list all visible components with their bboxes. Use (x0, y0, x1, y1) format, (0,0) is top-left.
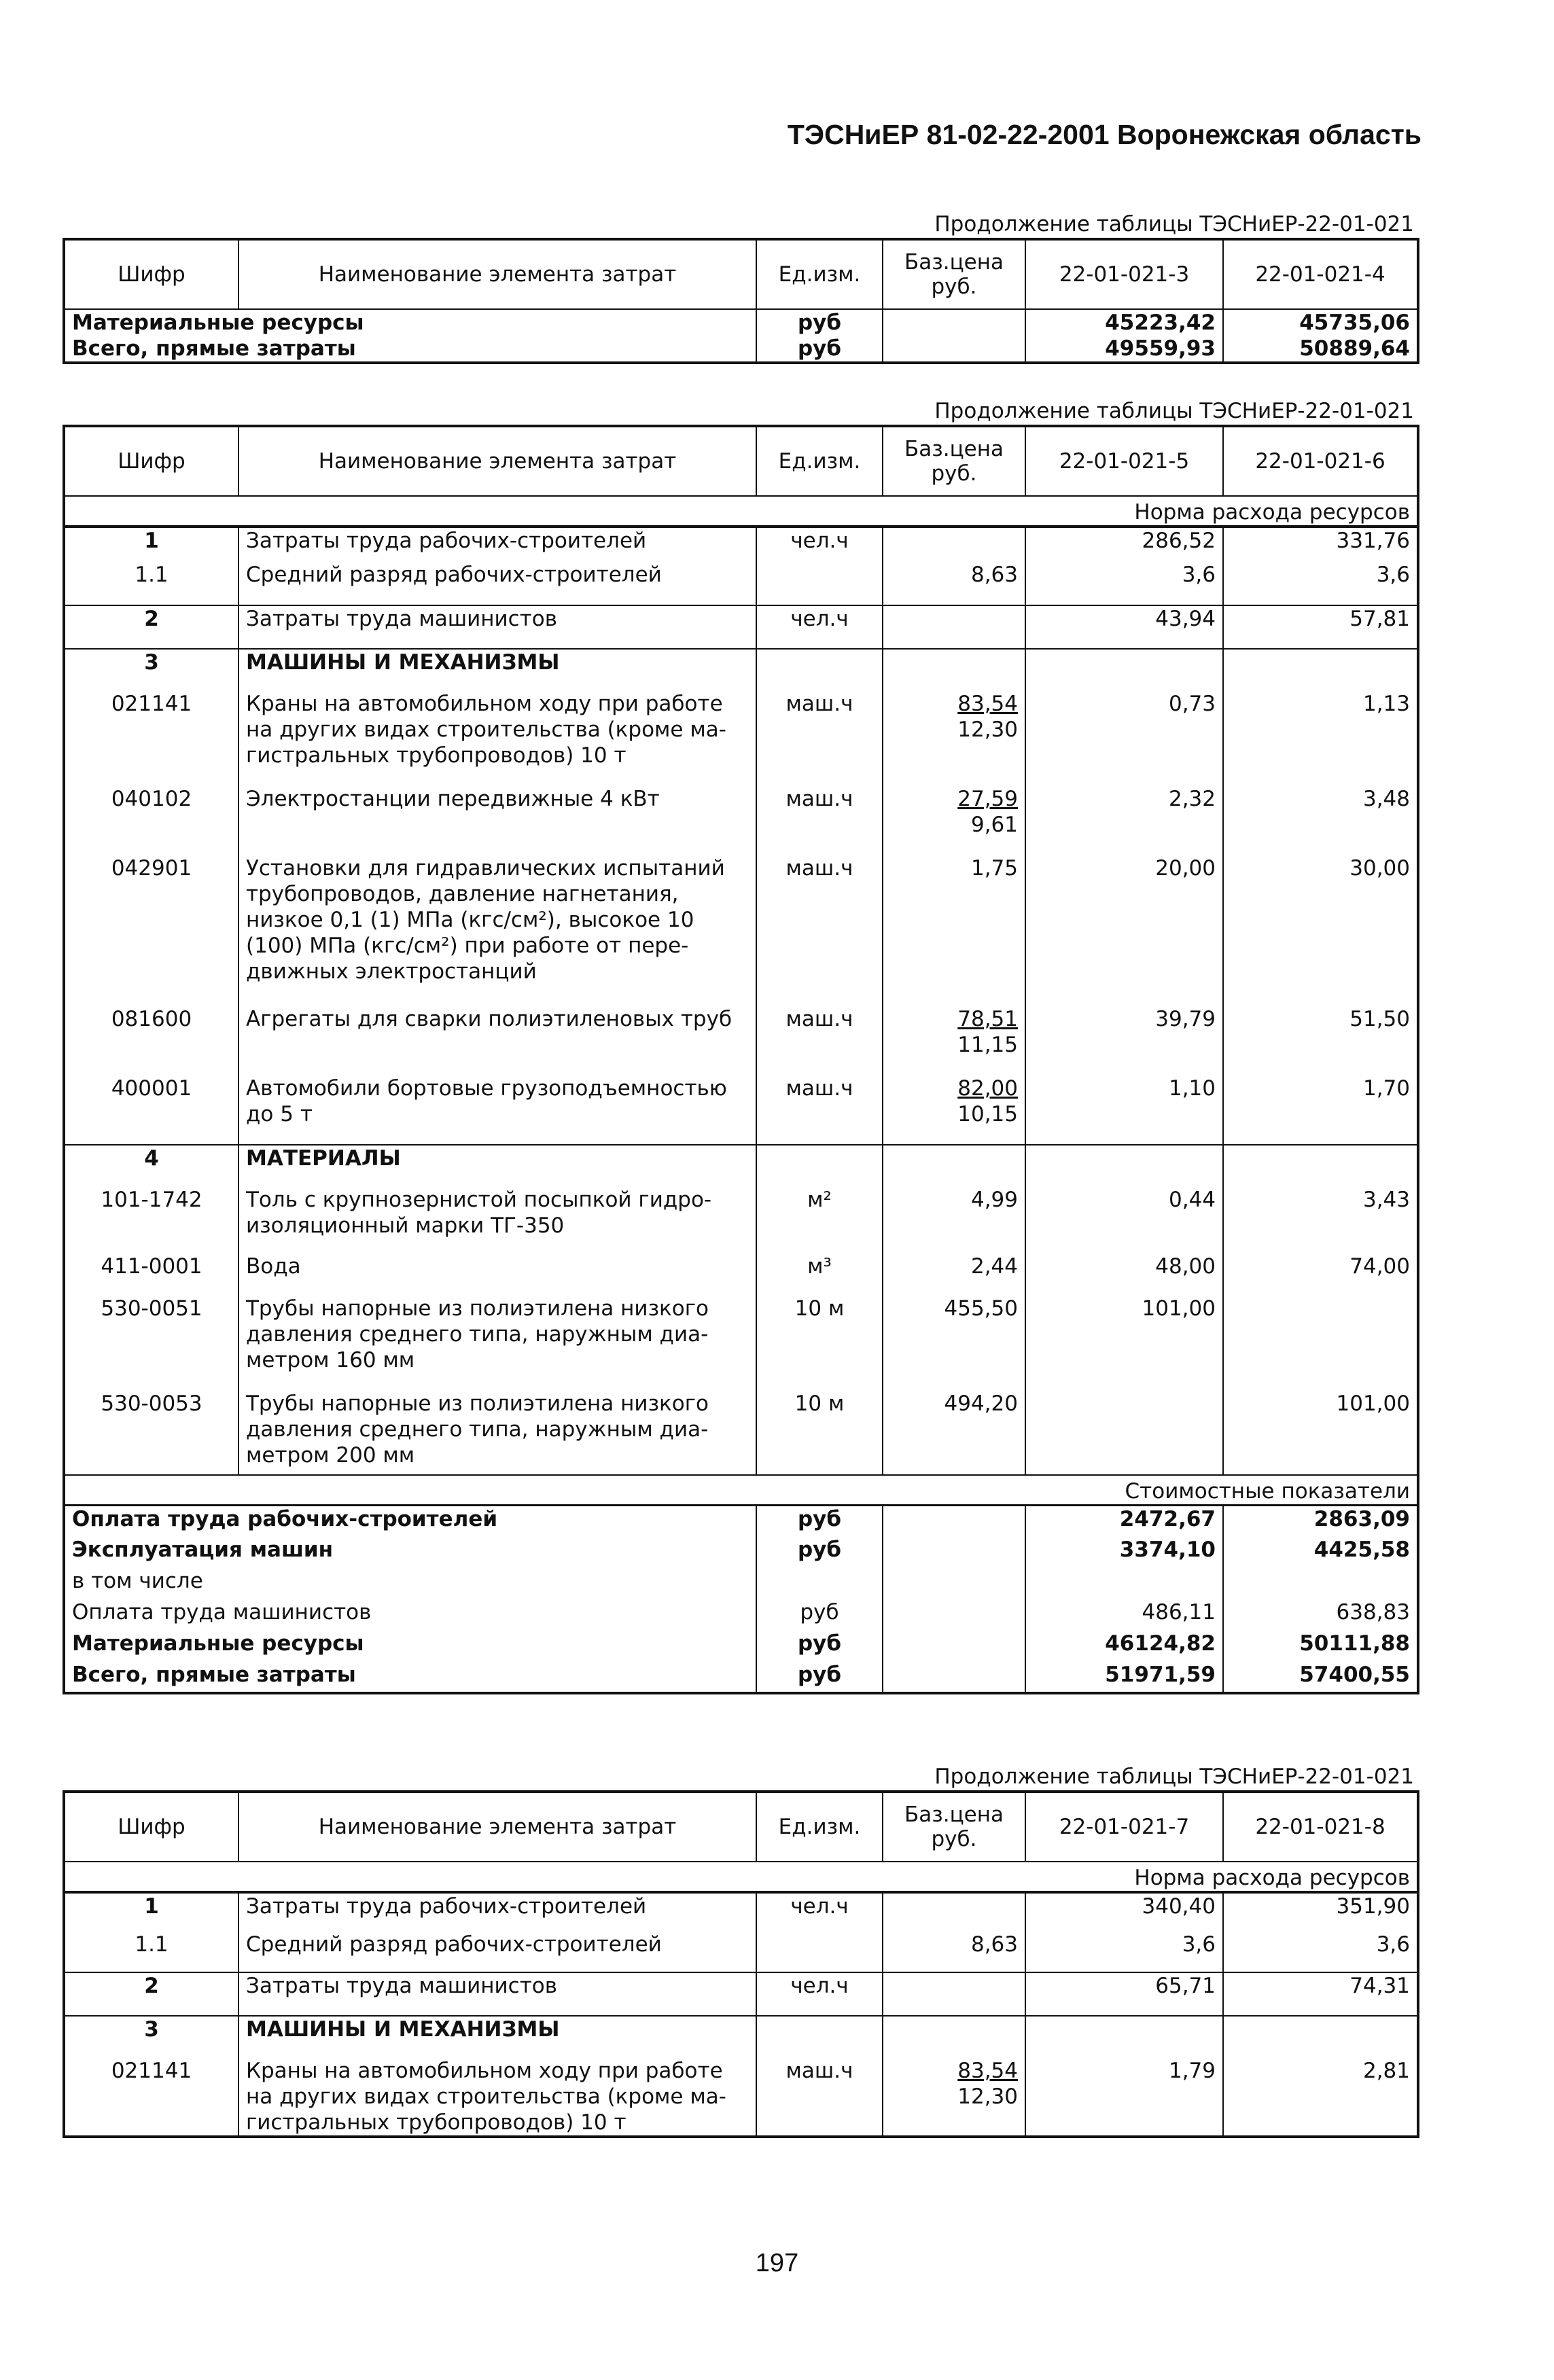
row-price-value: 8,63 (970, 1932, 1018, 1957)
row-code: 021141 (64, 691, 239, 786)
norm-label: Норма расхода ресурсов (1025, 1862, 1418, 1892)
col-header-b: 22-01-021-4 (1223, 239, 1418, 309)
row-unit (756, 1145, 883, 1187)
summary-row (64, 1537, 1418, 1568)
summary-label: Оплата труда рабочих-строителей (64, 1506, 756, 1537)
summary-label: Материальные ресурсы (64, 1631, 756, 1662)
row-unit: маш.ч (756, 786, 883, 855)
row-code: 1 (64, 1894, 239, 1932)
summary-unit: руб (756, 1599, 883, 1631)
row-value-b: 101,00 (1336, 1391, 1410, 1416)
row-unit: чел.ч (756, 1972, 883, 2016)
row-value-b: 3,43 (1362, 1188, 1410, 1212)
row-value-b: 74,00 (1349, 1254, 1410, 1279)
row-name: Автомобили бортовые грузоподъемностью до 5 т (239, 1076, 756, 1145)
row-price-value: 2,44 (970, 1254, 1018, 1279)
row-price (883, 528, 1025, 562)
row-price-value: 82,00 (957, 1076, 1018, 1101)
row-value-a (1025, 1145, 1223, 1187)
row-code: 411-0001 (64, 1254, 239, 1296)
row-price (883, 1076, 1025, 1145)
row-name: Затраты труда рабочих-строителей (239, 528, 756, 562)
col-header-price: Баз.цена руб. (883, 1792, 1025, 1862)
row-name: Затраты труда машинистов (239, 1972, 756, 2016)
table-block-2 (63, 397, 1417, 1694)
summary-value-b: 638,83 (1336, 1599, 1410, 1624)
col-header-a: 22-01-021-3 (1025, 239, 1223, 309)
table-row (64, 1076, 1418, 1145)
col-header-code: Шифр (64, 239, 239, 309)
row-value-b (1223, 649, 1418, 691)
col-header-name: Наименование элемента затрат (239, 1792, 756, 1862)
summary-value-b (1223, 1568, 1418, 1599)
summary-value-b: 45735,06 (1299, 310, 1410, 335)
page-number: 197 (755, 2249, 799, 2277)
summary-row (64, 1506, 1418, 1537)
row-code: 4 (64, 1145, 239, 1187)
row-code: 400001 (64, 1076, 239, 1145)
summary-value-b: 50889,64 (1299, 336, 1410, 361)
table-row (64, 1254, 1418, 1296)
row-value-b (1223, 1145, 1418, 1187)
row-unit (756, 1932, 883, 1972)
row-name: Средний разряд рабочих-строителей (239, 562, 756, 605)
row-price-value: 4,99 (970, 1188, 1018, 1212)
row-unit: 10 м (756, 1391, 883, 1475)
row-unit: м³ (756, 1254, 883, 1296)
table-row (64, 2058, 1418, 2137)
row-code: 2 (64, 605, 239, 649)
row-unit: маш.ч (756, 1006, 883, 1076)
summary-row (64, 1662, 1418, 1693)
row-price (883, 855, 1025, 1006)
row-code: 101-1742 (64, 1187, 239, 1254)
summary-price (883, 1568, 1025, 1599)
row-value-b: 3,6 (1376, 563, 1410, 587)
table-row (64, 1006, 1418, 1076)
table-block-1 (63, 211, 1417, 364)
summary-label: Материальные ресурсы (64, 309, 756, 336)
summary-value-b: 4425,58 (1313, 1537, 1410, 1562)
row-unit: маш.ч (756, 691, 883, 786)
row-value-a: 1,10 (1025, 1076, 1223, 1145)
row-price (883, 649, 1025, 691)
row-value-b: 1,70 (1362, 1076, 1410, 1101)
row-value-a: 1,79 (1025, 2058, 1223, 2137)
row-value-b: 1,13 (1362, 692, 1410, 716)
row-price-value: 8,63 (970, 563, 1018, 587)
row-name: Трубы напорные из полиэтилена низкого давления среднего типа, наружным диа-метром 200 мм (239, 1391, 756, 1475)
summary-value-a: 2472,67 (1025, 1506, 1223, 1537)
table-row (64, 691, 1418, 786)
summary-unit: руб (756, 1631, 883, 1662)
row-unit: чел.ч (756, 1894, 883, 1932)
table-row (64, 1296, 1418, 1391)
table-row (64, 1894, 1418, 1932)
table-row (64, 1391, 1418, 1475)
cost-table-3-body (63, 1894, 1419, 2138)
table-row (64, 2016, 1418, 2058)
row-price (883, 2058, 1025, 2137)
row-value-a: 0,44 (1025, 1187, 1223, 1254)
row-value-b: 3,48 (1362, 787, 1410, 811)
cost-table-2-body (63, 528, 1419, 1694)
row-code: 2 (64, 1972, 239, 2016)
summary-value-a: 46124,82 (1025, 1631, 1223, 1662)
row-unit: маш.ч (756, 1076, 883, 1145)
col-header-name: Наименование элемента затрат (239, 426, 756, 496)
row-value-a: 0,73 (1025, 691, 1223, 786)
table-row (64, 855, 1418, 1006)
summary-price (883, 1599, 1025, 1631)
col-header-b: 22-01-021-6 (1223, 426, 1418, 496)
row-price-machinist: 9,61 (970, 813, 1018, 837)
row-name: Толь с крупнозернистой посыпкой гидро-изоляционный марки ТГ-350 (239, 1187, 756, 1254)
row-code: 3 (64, 649, 239, 691)
col-header-unit: Ед.изм. (756, 1792, 883, 1862)
row-value-a: 65,71 (1025, 1972, 1223, 2016)
row-price-value: 1,75 (970, 856, 1018, 881)
continuation-label: Продолжение таблицы ТЭСНиЕР-22-01-021 (934, 399, 1414, 423)
summary-row (64, 1599, 1418, 1631)
row-value-a: 286,52 (1025, 528, 1223, 562)
row-price (883, 691, 1025, 786)
page-header-title: ТЭСНиЕР 81-02-22-2001 Воронежская область (787, 119, 1421, 150)
row-price-value: 83,54 (957, 692, 1018, 716)
row-value-b: 351,90 (1336, 1894, 1410, 1919)
table-row (64, 1145, 1418, 1187)
row-price (883, 1296, 1025, 1391)
row-value-a: 2,32 (1025, 786, 1223, 855)
row-price-value: 455,50 (944, 1296, 1018, 1321)
row-value-b: 74,31 (1223, 1972, 1418, 2016)
row-price (883, 1391, 1025, 1475)
summary-label: Оплата труда машинистов (64, 1599, 756, 1631)
summary-unit: руб (756, 1537, 883, 1568)
row-value-a: 48,00 (1025, 1254, 1223, 1296)
table-row (64, 528, 1418, 562)
row-code: 530-0053 (64, 1391, 239, 1475)
summary-price (883, 1631, 1025, 1662)
table-row (64, 1932, 1418, 1972)
row-code: 1.1 (64, 1932, 239, 1972)
col-header-b: 22-01-021-8 (1223, 1792, 1418, 1862)
row-price-machinist: 11,15 (957, 1033, 1018, 1057)
row-name: МАТЕРИАЛЫ (239, 1145, 756, 1187)
col-header-price: Баз.цена руб. (883, 426, 1025, 496)
table-row (64, 786, 1418, 855)
col-header-name: Наименование элемента затрат (239, 239, 756, 309)
col-header-code: Шифр (64, 426, 239, 496)
row-price-machinist: 10,15 (957, 1102, 1018, 1126)
row-unit (756, 562, 883, 605)
row-value-b: 3,6 (1376, 1932, 1410, 1957)
summary-value-b: 57400,55 (1299, 1662, 1410, 1687)
row-value-a (1025, 1391, 1223, 1475)
row-value-a: 43,94 (1025, 605, 1223, 649)
row-price (883, 786, 1025, 855)
summary-row (64, 1568, 1418, 1599)
row-value-b: 57,81 (1223, 605, 1418, 649)
row-code: 3 (64, 2016, 239, 2058)
row-unit (756, 649, 883, 691)
row-code: 040102 (64, 786, 239, 855)
row-value-b: 30,00 (1349, 856, 1410, 881)
summary-row (64, 1631, 1418, 1662)
row-price-machinist: 12,30 (957, 2084, 1018, 2109)
row-code: 1.1 (64, 562, 239, 605)
row-name: Трубы напорные из полиэтилена низкого давления среднего типа, наружным диа-метром 160 мм (239, 1296, 756, 1391)
cost-label: Стоимостные показатели (1025, 1475, 1418, 1506)
row-name: МАШИНЫ И МЕХАНИЗМЫ (239, 649, 756, 691)
row-price (883, 1972, 1025, 2016)
row-name: Затраты труда рабочих-строителей (239, 1894, 756, 1932)
row-name: Электростанции передвижные 4 кВт (239, 786, 756, 855)
row-name: Агрегаты для сварки полиэтиленовых труб (239, 1006, 756, 1076)
row-price-value: 494,20 (944, 1391, 1018, 1416)
row-price (883, 1894, 1025, 1932)
row-value-a: 39,79 (1025, 1006, 1223, 1076)
summary-label: Всего, прямые затраты (64, 1662, 756, 1693)
row-value-a: 101,00 (1025, 1296, 1223, 1391)
summary-unit: руб (756, 1506, 883, 1537)
row-price (883, 1254, 1025, 1296)
col-header-a: 22-01-021-7 (1025, 1792, 1223, 1862)
summary-label: в том числе (64, 1568, 756, 1599)
row-price-machinist: 12,30 (957, 717, 1018, 742)
row-price (883, 562, 1025, 605)
continuation-label: Продолжение таблицы ТЭСНиЕР-22-01-021 (934, 212, 1414, 236)
row-name: Установки для гидравлических испытаний трубопроводов, давление нагнетания, низкое 0,1 (1) МПа (кгс/см²), высокое 10 (100) МПа (кгс/см²) при работе от пере-движных электростанций (239, 855, 756, 1006)
row-price (883, 1932, 1025, 1972)
summary-unit: руб (756, 336, 883, 363)
col-header-unit: Ед.изм. (756, 239, 883, 309)
summary-price (883, 1506, 1025, 1537)
summary-value-a: 45223,42 (1025, 309, 1223, 336)
summary-value-a: 49559,93 (1025, 336, 1223, 363)
row-price-value: 78,51 (957, 1007, 1018, 1031)
summary-unit: руб (756, 1662, 883, 1693)
row-value-b: 331,76 (1336, 529, 1410, 553)
row-price (883, 2016, 1025, 2058)
summary-value-a (1025, 1568, 1223, 1599)
row-value-b (1223, 2016, 1418, 2058)
row-value-a (1025, 649, 1223, 691)
row-value-b: 51,50 (1349, 1007, 1410, 1031)
table-row (64, 649, 1418, 691)
summary-price (883, 1537, 1025, 1568)
row-value-a (1025, 2016, 1223, 2058)
row-price-value: 83,54 (957, 2059, 1018, 2083)
row-value-b (1223, 1296, 1418, 1391)
row-unit: чел.ч (756, 605, 883, 649)
summary-unit (756, 1568, 883, 1599)
col-header-price: Баз.цена руб. (883, 239, 1025, 309)
row-code: 530-0051 (64, 1296, 239, 1391)
col-header-a: 22-01-021-5 (1025, 426, 1223, 496)
row-price (883, 1187, 1025, 1254)
row-name: Затраты труда машинистов (239, 605, 756, 649)
row-unit: 10 м (756, 1296, 883, 1391)
cost-table-1 (63, 238, 1419, 364)
row-unit (756, 2016, 883, 2058)
table-row (64, 605, 1418, 649)
row-name: МАШИНЫ И МЕХАНИЗМЫ (239, 2016, 756, 2058)
col-header-unit: Ед.изм. (756, 426, 883, 496)
row-value-a: 340,40 (1025, 1894, 1223, 1932)
row-name: Краны на автомобильном ходу при работе на других видах строительства (кроме ма-гистральных трубопроводов) 10 т (239, 691, 756, 786)
row-value-a: 20,00 (1025, 855, 1223, 1006)
summary-value-b: 50111,88 (1299, 1631, 1410, 1656)
row-unit: маш.ч (756, 855, 883, 1006)
table-row (64, 1972, 1418, 2016)
col-header-code: Шифр (64, 1792, 239, 1862)
table-block-3 (63, 1763, 1417, 2138)
row-unit: чел.ч (756, 528, 883, 562)
row-value-a: 3,6 (1025, 1932, 1223, 1972)
table-row (64, 562, 1418, 605)
summary-value-a: 486,11 (1025, 1599, 1223, 1631)
cost-table-2 (63, 425, 1419, 528)
row-price (883, 1145, 1025, 1187)
row-unit: м² (756, 1187, 883, 1254)
row-code: 042901 (64, 855, 239, 1006)
row-unit: маш.ч (756, 2058, 883, 2137)
row-code: 1 (64, 528, 239, 562)
row-price (883, 1006, 1025, 1076)
row-price-value: 27,59 (957, 787, 1018, 811)
row-value-a: 3,6 (1025, 562, 1223, 605)
norm-label: Норма расхода ресурсов (1025, 496, 1418, 527)
cost-table-3 (63, 1790, 1419, 1894)
row-code: 021141 (64, 2058, 239, 2137)
summary-value-b: 2863,09 (1223, 1506, 1418, 1537)
row-price (883, 605, 1025, 649)
summary-value-a: 3374,10 (1025, 1537, 1223, 1568)
summary-label: Эксплуатация машин (64, 1537, 756, 1568)
summary-price (883, 1662, 1025, 1693)
row-name: Средний разряд рабочих-строителей (239, 1932, 756, 1972)
summary-value-a: 51971,59 (1025, 1662, 1223, 1693)
table-row (64, 1187, 1418, 1254)
continuation-label: Продолжение таблицы ТЭСНиЕР-22-01-021 (934, 1764, 1414, 1789)
row-value-b: 2,81 (1362, 2059, 1410, 2083)
summary-unit: руб (756, 309, 883, 336)
row-name: Краны на автомобильном ходу при работе на других видах строительства (кроме ма-гистральных трубопроводов) 10 т (239, 2058, 756, 2137)
row-name: Вода (239, 1254, 756, 1296)
row-code: 081600 (64, 1006, 239, 1076)
summary-label: Всего, прямые затраты (64, 336, 756, 363)
